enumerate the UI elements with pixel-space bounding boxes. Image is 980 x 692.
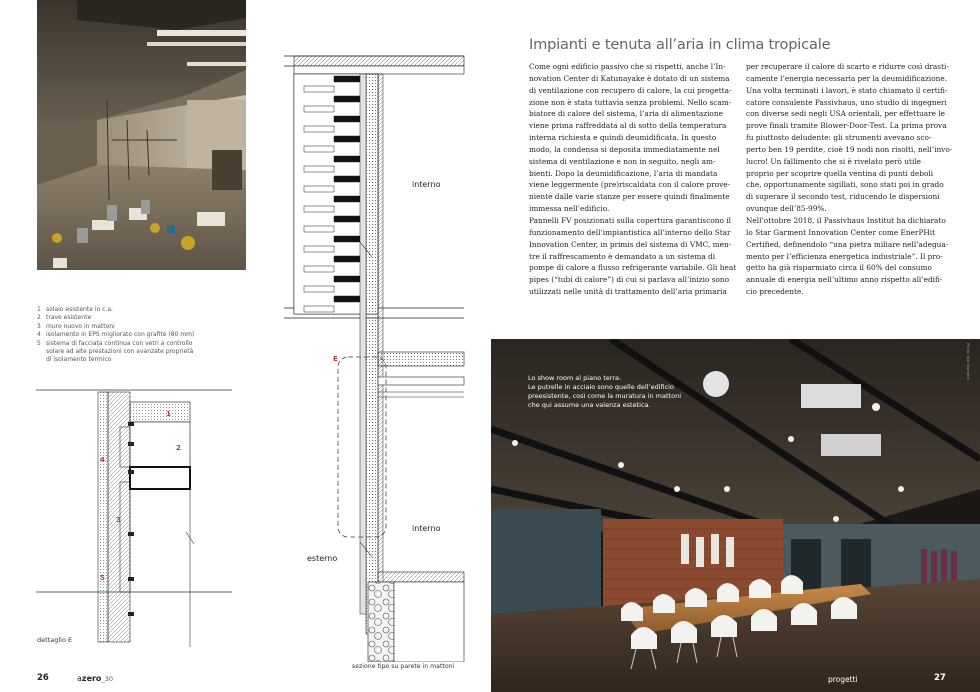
photo-credit: Photo: Star Garment	[966, 343, 970, 380]
text-line: sistema di ventilazione e non in seguito, negli am-	[529, 156, 716, 166]
legend-item: di isolamento termico	[46, 356, 112, 364]
brick	[304, 106, 334, 112]
text-line: funzionamento dell’impiantistica all’interno dello Star	[529, 227, 731, 237]
legend-item: 1 solaio esistente in c.a.	[37, 306, 113, 313]
text-line: con diverse sedi negli USA orientali, per effettuare le	[746, 109, 946, 119]
legend-item: 4 isolamento in EPS migliorato con grafite (80 mm)	[37, 331, 195, 339]
text-line: tre il raffrescamento è demandato a un sistema di	[529, 251, 716, 261]
detail-marker-2: 2	[176, 444, 181, 452]
text-line: Nell’ottobre 2018, il Passivhaus Institut ha dichiarato	[746, 215, 946, 225]
text-line: Certified, definendolo “una pietra miliare nell’adegua-	[746, 239, 949, 249]
text-line: pipes (“tubi di calore”) di cui si parlava all’inizio sono	[529, 275, 730, 285]
brick	[334, 256, 360, 262]
construction-site-photo	[37, 0, 246, 270]
page-number-left: 26	[37, 673, 49, 683]
text-line: di ventilazione con recupero di calore, la cui progetta-	[529, 85, 732, 95]
text-line: biatore di calore del sistema, l’aria di alimentazione	[529, 109, 723, 119]
text-line: mento per l’efficienza energetica industriale”. Il pro-	[746, 251, 943, 261]
brick	[304, 306, 334, 312]
text-line: catore consulente Passivhaus, uno studio di ingegneri	[746, 97, 947, 107]
section-tag: progetti	[828, 675, 858, 684]
brick	[334, 276, 360, 282]
text-line: Pannelli FV posizionati sulla copertura garantiscono il	[529, 215, 731, 225]
wall-section-drawing	[284, 52, 466, 662]
brick	[304, 226, 334, 232]
brick	[334, 116, 360, 122]
text-line: bienti. Dopo la deumidificazione, l’aria di mandata	[529, 168, 718, 178]
exterior-label: esterno	[307, 554, 338, 563]
text-line: Come ogni edificio passivo che si rispetti, anche l’In-	[529, 62, 726, 71]
detail-caption: dettaglio E	[37, 636, 73, 644]
text-column-2	[746, 61, 953, 298]
brick	[334, 176, 360, 182]
brick	[334, 236, 360, 242]
detail-e-drawing	[36, 382, 236, 652]
brick	[304, 86, 334, 92]
legend-item: 2 trave esistente	[37, 314, 92, 322]
brick	[334, 136, 360, 142]
brick	[334, 296, 360, 302]
text-line: proprio per scoprire quella ventina di punti deboli	[746, 168, 934, 178]
brick	[304, 146, 334, 152]
text-line: cio precedente.	[746, 287, 804, 297]
text-line: per recuperare il calore di scarto e ridurre così drasti-	[746, 62, 949, 71]
interior-label-upper: interno	[412, 180, 441, 189]
text-line: modo, la condensa si deposita immediatamente nel	[529, 144, 720, 154]
text-column-1	[529, 61, 737, 298]
brick	[304, 126, 334, 132]
brick	[334, 76, 360, 82]
detail-marker-1: 1	[166, 410, 171, 418]
page-number-right: 27	[934, 673, 946, 683]
text-line: ovunque dell’85-99%.	[746, 204, 827, 214]
text-line: immessa nell’edificio.	[529, 204, 610, 214]
legend-item: 3 muro nuovo in mattoni	[37, 322, 115, 330]
brick	[334, 216, 360, 222]
text-line: getto ha già risparmiato circa il 60% del consumo	[746, 263, 932, 273]
brick	[304, 286, 334, 292]
text-line: interna richiesta e quindi deumidificata. In questo	[529, 133, 717, 143]
magazine-name: azero_30	[77, 674, 113, 683]
brick	[304, 206, 334, 212]
brick	[304, 166, 334, 172]
detail-marker-3: 3	[116, 516, 121, 524]
text-line: fu piuttosto deludente: gli strumenti avevano sco-	[746, 133, 932, 143]
legend-item: 5 sistema di facciata continua con vetri a controllo	[37, 339, 193, 347]
drawing-legend	[37, 306, 237, 365]
section-caption: sezione tipo su parete in mattoni	[352, 663, 455, 670]
text-line: lucro! Un fallimento che si è rivelato però utile	[746, 156, 922, 166]
text-line: utilizzati nelle unità di trattamento dell’aria primaria	[529, 287, 727, 297]
text-line: novation Center di Katunayake è dotato di un sistema	[529, 73, 730, 83]
text-line: perto ben 19 perdite, cioè 19 nodi non risolti, nell’invo-	[746, 144, 953, 154]
text-line: viene prima raffreddata al di sotto della temperatura	[529, 121, 727, 131]
detail-e-marker: E	[333, 355, 338, 363]
brick	[334, 196, 360, 202]
text-line: niente dalle varie stanze per essere quindi finalmente	[529, 192, 730, 202]
text-line: zione non è stata tuttavia senza problemi. Nello scam-	[529, 97, 732, 107]
text-line: lo Star Garment Innovation Center come EnerPHit	[746, 227, 936, 237]
photo-caption: Lo show room al piano terra. Le putrelle in acciaio sono quelle dell’edificio preesistente, così come la muratura in mattoni che qui assume una valenza estetica.	[528, 374, 681, 409]
text-line: camente l’energia necessaria per la deumidificazione.	[746, 73, 948, 83]
legend-item: solare ad alte prestazioni con avanzate proprietà	[46, 348, 194, 356]
text-line: prove finali tramite Blower-Door-Test. La prima prova	[746, 121, 947, 131]
detail-marker-4: 4	[100, 456, 105, 464]
brick	[334, 96, 360, 102]
brick	[304, 246, 334, 252]
brick	[304, 266, 334, 272]
article-title: Impianti e tenuta all’aria in clima tropicale	[529, 36, 831, 53]
brick	[334, 156, 360, 162]
text-line: viene leggermente (pre)riscaldata con il calore prove-	[529, 180, 731, 190]
text-line: pompe di calore a flusso refrigerante variabile. Gli heat	[529, 263, 737, 273]
text-line: Una volta terminati i lavori, è stato chiamato il certifi-	[746, 85, 948, 95]
brick	[304, 186, 334, 192]
text-line: di superare il secondo test, riducendo le dispersioni	[746, 192, 940, 202]
text-line: Innovation Center, in primis del sistema di VMC, men-	[529, 239, 732, 249]
interior-label-lower: interno	[412, 524, 441, 533]
detail-marker-5: 5	[100, 574, 105, 582]
text-line: annuale di energia nell’ultimo anno rispetto all’edifi-	[746, 275, 943, 285]
text-line: che, opportunamente sigillati, sono stati poi in grado	[746, 180, 944, 190]
